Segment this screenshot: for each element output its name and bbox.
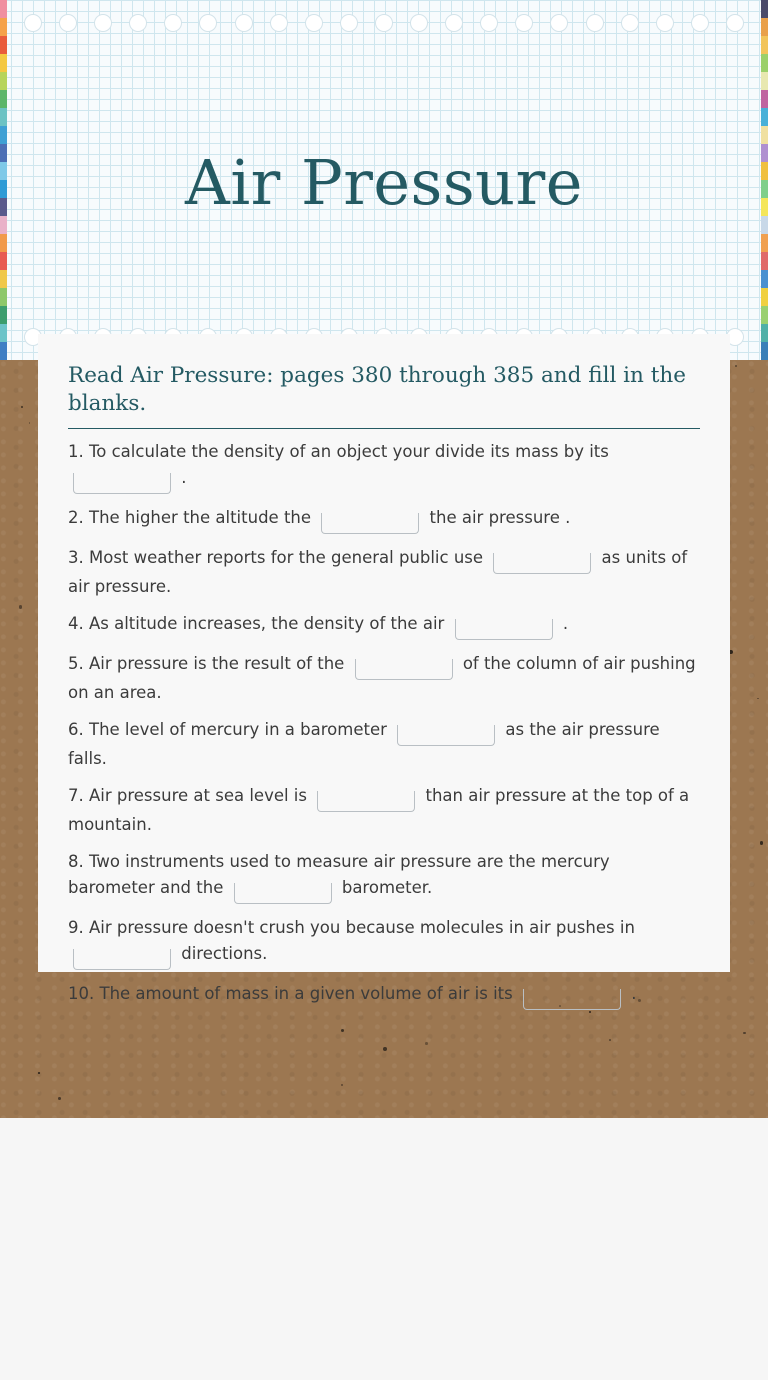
question-item: [68, 717, 700, 772]
answer-blank-input[interactable]: [355, 659, 453, 680]
color-tab: [0, 324, 7, 342]
color-tab: [761, 324, 768, 342]
question-text-after: than air pressure at the top of a mountain.: [68, 786, 690, 834]
color-tab: [0, 54, 7, 72]
color-tab: [0, 72, 7, 90]
answer-blank-input[interactable]: [234, 883, 332, 904]
color-tab: [761, 36, 768, 54]
question-text: 10. The amount of mass in a given volume of air is its: [68, 984, 513, 1003]
question-text: 9. Air pressure doesn't crush you because molecules in air pushes in: [68, 918, 635, 937]
speck: [21, 406, 23, 408]
binder-hole: [621, 14, 639, 32]
color-tab: [0, 342, 7, 360]
binder-hole: [164, 14, 182, 32]
color-tab: [761, 234, 768, 252]
question-item: [68, 849, 700, 904]
question-item: [68, 981, 700, 1010]
question-text-after: .: [181, 468, 187, 487]
color-tab: [761, 342, 768, 360]
color-tab: [0, 18, 7, 36]
question-item: [68, 545, 700, 600]
color-tab: [761, 54, 768, 72]
color-tab: [761, 72, 768, 90]
question-list: [68, 439, 700, 1010]
speck: [383, 1047, 387, 1051]
question-text: 4. As altitude increases, the density of the air: [68, 614, 445, 633]
speck: [58, 1097, 61, 1100]
color-tab: [0, 270, 7, 288]
color-tab: [761, 0, 768, 18]
question-text-after: barometer.: [341, 878, 433, 897]
question-text: 5. Air pressure is the result of the: [68, 654, 345, 673]
answer-blank-input[interactable]: [493, 553, 591, 574]
color-tab: [0, 36, 7, 54]
color-tab: [0, 288, 7, 306]
binder-hole: [340, 14, 358, 32]
color-tab: [761, 18, 768, 36]
worksheet-card: [38, 334, 730, 1003]
color-tab: [761, 126, 768, 144]
question-text-after: .: [562, 614, 569, 633]
question-item: [68, 505, 700, 534]
question-text: 3. Most weather reports for the general public use: [68, 548, 484, 567]
instructions-heading: Read Air Pressure: pages 380 through 385 and fill in the blanks.: [68, 362, 700, 429]
question-text-after: .: [631, 984, 637, 1003]
answer-blank-input[interactable]: [397, 725, 495, 746]
speck: [341, 1084, 342, 1085]
binder-hole: [375, 14, 393, 32]
color-tab: [761, 108, 768, 126]
binder-hole: [270, 14, 288, 32]
speck: [341, 1029, 344, 1032]
binder-hole: [656, 14, 674, 32]
question-text: 2. The higher the altitude the: [68, 508, 312, 527]
question-text: 8. Two instruments used to measure air pressure are the mercury barometer and the: [68, 852, 610, 897]
binder-hole: [515, 14, 533, 32]
binder-hole: [480, 14, 498, 32]
color-tab: [0, 126, 7, 144]
question-item: [68, 915, 700, 970]
question-item: [68, 439, 700, 494]
binder-hole: [691, 14, 709, 32]
speck: [425, 1042, 428, 1045]
binder-hole: [24, 14, 42, 32]
color-tab: [0, 306, 7, 324]
binder-hole: [305, 14, 323, 32]
header-banner: [0, 0, 768, 360]
color-tab: [761, 306, 768, 324]
question-text-after: directions.: [181, 944, 268, 963]
question-text: 1. To calculate the density of an object your divide its mass by its: [68, 442, 609, 461]
question-text-after: as units of air pressure.: [68, 548, 688, 596]
speck: [735, 365, 737, 367]
binder-hole: [726, 14, 744, 32]
color-tab: [0, 90, 7, 108]
color-tab: [761, 288, 768, 306]
binder-hole: [129, 14, 147, 32]
binder-hole: [59, 14, 77, 32]
question-item: [68, 611, 700, 640]
color-tab: [0, 108, 7, 126]
answer-blank-input[interactable]: [73, 473, 171, 494]
binder-hole: [199, 14, 217, 32]
question-text-after: the air pressure .: [429, 508, 571, 527]
binder-holes-top: [24, 14, 744, 32]
question-item: [68, 783, 700, 838]
answer-blank-input[interactable]: [455, 619, 553, 640]
color-tab: [761, 252, 768, 270]
question-text-after: as the air pressure falls.: [68, 720, 660, 768]
question-text: 6. The level of mercury in a barometer: [68, 720, 387, 739]
question-text-after: of the column of air pushing on an area.: [68, 654, 696, 702]
speck: [38, 1072, 40, 1074]
speck: [29, 422, 31, 424]
answer-blank-input[interactable]: [321, 513, 419, 534]
speck: [743, 1032, 746, 1035]
question-text: 7. Air pressure at sea level is: [68, 786, 307, 805]
answer-blank-input[interactable]: [317, 791, 415, 812]
color-tab: [761, 270, 768, 288]
color-tab: [0, 0, 7, 18]
page-title: Air Pressure: [185, 146, 583, 219]
speck: [19, 605, 22, 608]
speck: [760, 841, 763, 844]
binder-hole: [445, 14, 463, 32]
binder-hole: [94, 14, 112, 32]
speck: [589, 1011, 591, 1013]
binder-hole: [550, 14, 568, 32]
binder-hole: [235, 14, 253, 32]
answer-blank-input[interactable]: [523, 989, 621, 1010]
color-tab: [761, 90, 768, 108]
answer-blank-input[interactable]: [73, 949, 171, 970]
speck: [757, 698, 759, 700]
binder-hole: [410, 14, 428, 32]
question-item: [68, 651, 700, 706]
speck: [609, 1039, 611, 1041]
color-tab: [0, 234, 7, 252]
binder-hole: [586, 14, 604, 32]
color-tab: [0, 252, 7, 270]
